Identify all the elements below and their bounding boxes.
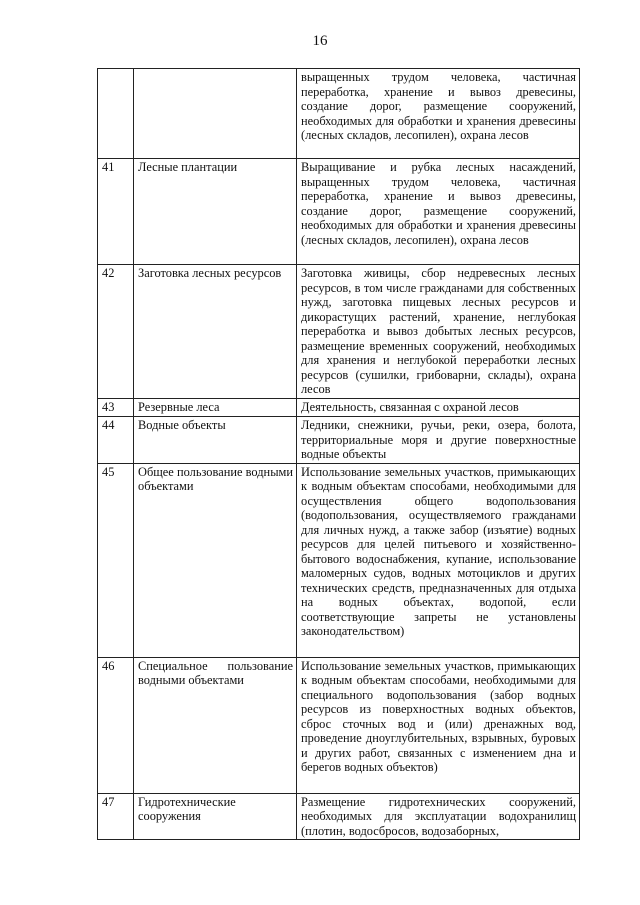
row-name: Общее пользование водными объектами (134, 463, 297, 657)
row-name: Гидротехнические сооружения (134, 793, 297, 840)
table-row (98, 793, 580, 840)
row-number (98, 69, 134, 159)
row-description: Деятельность, связанная с охраной лесов (297, 399, 580, 417)
row-name: Заготовка лесных ресурсов (134, 265, 297, 399)
row-name: Лесные плантации (134, 159, 297, 265)
row-description: Заготовка живицы, сбор недревесных лесных ресурсов, в том числе гражданами для собственных нужд, заготовка пищевых лесных ресурсов и дикорастущих растений, хранение, неглубокая переработка и вывоз добытых лесных ресурсов, размещение временных сооружений, необходимых для хранения и неглубокой переработки лесных ресурсов (сушилки, грибоварни, склады), охрана лесов (297, 265, 580, 399)
page-number: 16 (312, 33, 328, 49)
row-description: Размещение гидротехнических сооружений, необходимых для эксплуатации водохранилищ (плотин, водосбросов, водозаборных, (297, 793, 580, 840)
table-row (98, 265, 580, 399)
table-row (98, 399, 580, 417)
row-number: 45 (98, 463, 134, 657)
row-description: Использование земельных участков, примыкающих к водным объектам способами, необходимыми для осуществления общего водопользования (водопользования, осуществляемого гражданами для личных нужд, а также забор (изъятие) водных ресурсов для целей питьевого и хозяйственно-бытового водоснабжения, купание, использование маломерных судов, водных мотоциклов и других технических средств, предназначенных для отдыха на водных объектах, водопой, если соответствующие запреты не установлены законодательством) (297, 463, 580, 657)
row-name: Специальное пользование водными объектами (134, 657, 297, 793)
row-description: выращенных трудом человека, частичная переработка, хранение и вывоз древесины, создание дорог, размещение сооружений, необходимых для обработки и хранения древесины (лесных складов, лесопилен), охрана лесов (297, 69, 580, 159)
row-number: 41 (98, 159, 134, 265)
land-use-table (97, 68, 580, 840)
row-description: Ледники, снежники, ручьи, реки, озера, болота, территориальные моря и другие поверхностные водные объекты (297, 417, 580, 464)
row-description: Выращивание и рубка лесных насаждений, выращенных трудом человека, частичная переработка, хранение и вывоз древесины, создание дорог, размещение сооружений, необходимых для обработки и хранения древесины (лесных складов, лесопилен), охрана лесов (297, 159, 580, 265)
table-row (98, 159, 580, 265)
row-number: 47 (98, 793, 134, 840)
row-number: 43 (98, 399, 134, 417)
table-row (98, 463, 580, 657)
row-number: 44 (98, 417, 134, 464)
table-row (98, 657, 580, 793)
table-row (98, 69, 580, 159)
table-row (98, 417, 580, 464)
row-name: Водные объекты (134, 417, 297, 464)
row-number: 46 (98, 657, 134, 793)
row-description: Использование земельных участков, примыкающих к водным объектам способами, необходимыми для специального водопользования (забор водных ресурсов из поверхностных водных объектов, сброс сточных вод и (или) дренажных вод, проведение дноуглубительных, взрывных, буровых и других работ, связанных с изменением дна и берегов водных объектов) (297, 657, 580, 793)
row-name: Резервные леса (134, 399, 297, 417)
row-number: 42 (98, 265, 134, 399)
row-name (134, 69, 297, 159)
